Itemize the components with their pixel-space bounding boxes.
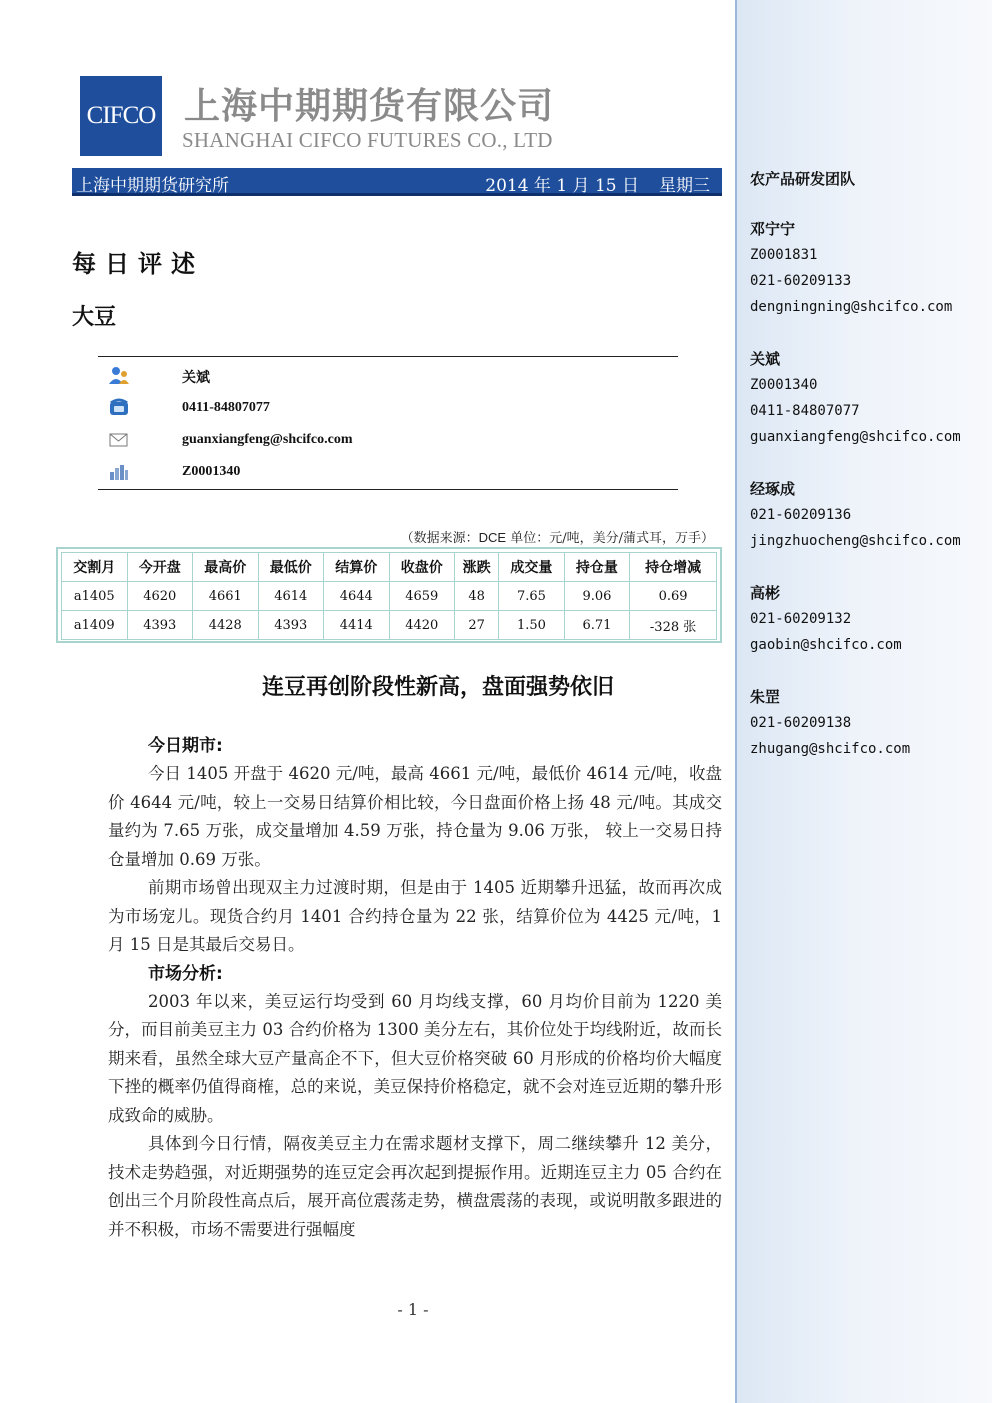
company-logo xyxy=(80,76,570,156)
logo-mark: CIFCO xyxy=(80,76,162,156)
col-header: 今开盘 xyxy=(127,553,193,582)
team-member xyxy=(750,216,952,320)
paragraph: 今日 1405 开盘于 4620 元/吨，最高 4661 元/吨，最低价 4614 元/吨，收盘价 4644 元/吨，较上一交易日结算价相比较，今日盘面价格上扬 48 元/吨。其成交量约为 7.65 万张，成交量增加 4.59 万张，持仓量为 9.06 万张， 较上一交易日持仓量增加 0.69 万张。 xyxy=(108,764,722,869)
institute-name: 上海中期期货研究所 xyxy=(76,176,229,196)
table-cell: 9.06 xyxy=(564,582,630,611)
col-header: 成交量 xyxy=(499,553,565,582)
table-cell: 4393 xyxy=(258,611,324,640)
header-band xyxy=(72,168,722,196)
analyst-email-row xyxy=(98,430,678,452)
member-name: 高彬 xyxy=(750,584,781,602)
table-cell: 4659 xyxy=(389,582,455,611)
team-member xyxy=(750,476,961,554)
source-units: 单位：元/吨，美分/蒲式耳，万手） xyxy=(506,531,714,546)
phone-icon xyxy=(108,398,130,418)
col-header: 持仓量 xyxy=(564,553,630,582)
table-cell: 1.50 xyxy=(499,611,565,640)
member-phone: 0411-84807077 xyxy=(750,403,860,419)
member-email: dengningning@shcifco.com xyxy=(750,299,953,315)
table-cell: 4614 xyxy=(258,582,324,611)
col-header: 持仓增减 xyxy=(630,553,717,582)
table-cell: 4420 xyxy=(389,611,455,640)
section-title: 今日期市: xyxy=(148,736,223,756)
team-member xyxy=(750,684,910,762)
logo-name-cn: 上海中期期货有限公司 xyxy=(184,86,555,127)
paragraph: 2003 年以来，美豆运行均受到 60 月均线支撑，60 月均价目前为 1220 美分，而目前美豆主力 03 合约价格为 1300 美分左右，其价位处于均线附近，故而长期来看，虽然全球大豆产量高企不下，但大豆价格突破 60 月形成的价格均价大幅度下挫的概率仍值得商榷，总的来说，美豆保持价格稳定，就不会对连豆近期的攀升形成致命的威胁。 xyxy=(108,991,722,1125)
analyst-name-row xyxy=(98,365,678,387)
page-number: - 1 - xyxy=(397,1300,429,1319)
table-row xyxy=(62,611,717,640)
source-prefix: （数据来源： xyxy=(400,531,479,546)
table-cell: a1409 xyxy=(62,611,128,640)
table-cell: 4644 xyxy=(324,582,390,611)
market-table-frame xyxy=(56,547,722,643)
paragraph: 前期市场曾出现双主力过渡时期，但是由于 1405 近期攀升迅猛，故而再次成为市场宠儿。现货合约月 1401 合约持仓量为 22 张，结算价位为 4425 元/吨，1 月 15 日是其最后交易日。 xyxy=(108,878,722,954)
team-member xyxy=(750,346,961,450)
analyst-info xyxy=(98,356,678,490)
member-email: guanxiangfeng@shcifco.com xyxy=(750,429,961,445)
member-license: Z0001340 xyxy=(750,377,818,393)
date-text: 2014 年 1 月 15 日 xyxy=(485,176,639,196)
col-header: 结算价 xyxy=(324,553,390,582)
member-phone: 021-60209136 xyxy=(750,507,852,523)
team-sidebar xyxy=(735,0,992,1403)
analyst-phone-row xyxy=(98,398,678,420)
table-cell: 27 xyxy=(455,611,499,640)
mail-icon xyxy=(108,430,130,450)
market-table xyxy=(61,552,717,640)
team-member xyxy=(750,580,902,658)
member-email: gaobin@shcifco.com xyxy=(750,637,902,653)
person-icon xyxy=(108,365,130,385)
table-cell: 7.65 xyxy=(499,582,565,611)
article-body xyxy=(108,732,722,1244)
team-title: 农产品研发团队 xyxy=(750,170,856,188)
member-name: 经琢成 xyxy=(750,480,796,498)
member-name: 朱罡 xyxy=(750,688,781,706)
table-cell: 6.71 xyxy=(564,611,630,640)
member-name: 关斌 xyxy=(750,350,781,368)
table-header-row xyxy=(62,553,717,582)
table-cell: 4393 xyxy=(127,611,193,640)
table-cell: 4620 xyxy=(127,582,193,611)
commodity-title: 大豆 xyxy=(72,304,117,330)
analyst-name: 关斌 xyxy=(182,371,210,386)
weekday-text: 星期三 xyxy=(659,176,710,196)
report-title: 每日评述 xyxy=(72,249,204,278)
member-phone: 021-60209138 xyxy=(750,715,852,731)
table-row xyxy=(62,582,717,611)
analyst-phone: 0411-84807077 xyxy=(182,400,270,415)
member-email: jingzhuocheng@shcifco.com xyxy=(750,533,961,549)
col-header: 收盘价 xyxy=(389,553,455,582)
member-license: Z0001831 xyxy=(750,247,818,263)
table-cell: 4661 xyxy=(193,582,259,611)
member-phone: 021-60209132 xyxy=(750,611,852,627)
col-header: 涨跌 xyxy=(455,553,499,582)
chart-icon xyxy=(108,462,130,482)
analyst-license: Z0001340 xyxy=(182,464,241,479)
paragraph: 具体到今日行情，隔夜美豆主力在需求题材支撑下，周二继续攀升 12 美分，技术走势趋强，对近期强势的连豆定会再次起到提振作用。近期连豆主力 05 合约在创出三个月阶段性高点后，展开高位震荡走势，横盘震荡的表现，或说明散多跟进的并不积极，市场不需要进行强幅度 xyxy=(108,1134,722,1239)
source-name: DCE xyxy=(478,530,507,545)
logo-name-en: SHANGHAI CIFCO FUTURES CO., LTD xyxy=(182,128,553,152)
report-date xyxy=(485,171,710,196)
col-header: 最低价 xyxy=(258,553,324,582)
member-email: zhugang@shcifco.com xyxy=(750,741,911,757)
data-source-note xyxy=(401,527,714,546)
col-header: 最高价 xyxy=(193,553,259,582)
table-cell: 4414 xyxy=(324,611,390,640)
analyst-email: guanxiangfeng@shcifco.com xyxy=(182,432,353,447)
table-cell: 0.69 xyxy=(630,582,717,611)
table-cell: -328 张 xyxy=(630,611,717,640)
table-cell: a1405 xyxy=(62,582,128,611)
member-name: 邓宁宁 xyxy=(750,220,796,238)
member-phone: 021-60209133 xyxy=(750,273,852,289)
analyst-license-row xyxy=(98,462,678,484)
table-cell: 48 xyxy=(455,582,499,611)
article-headline: 连豆再创阶段性新高，盘面强势依旧 xyxy=(261,675,614,700)
section-title: 市场分析: xyxy=(148,963,223,984)
table-cell: 4428 xyxy=(193,611,259,640)
col-header: 交割月 xyxy=(62,553,128,582)
